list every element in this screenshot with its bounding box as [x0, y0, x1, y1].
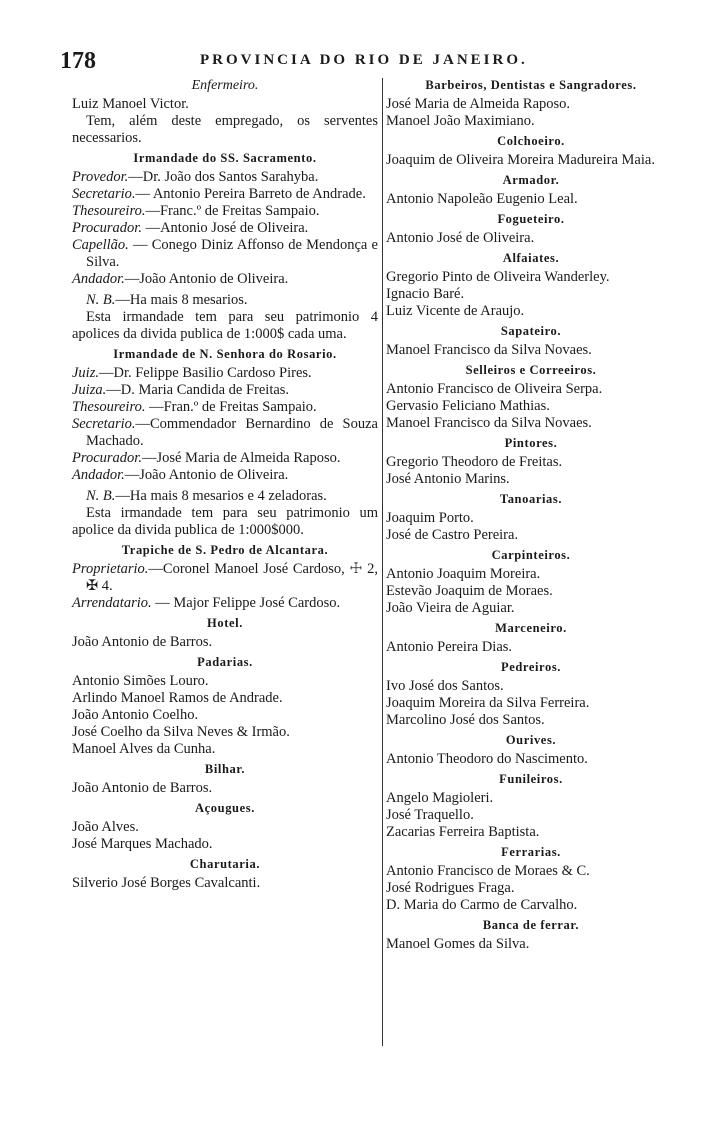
- name-line: João Antonio Coelho.: [72, 707, 199, 723]
- name-line: João Antonio de Barros.: [72, 634, 213, 650]
- entry-line: [72, 399, 378, 416]
- entry-role: Andador.: [72, 467, 125, 483]
- rosario-entries: [72, 365, 378, 484]
- sacramento-entries: [72, 169, 378, 288]
- section-heading: Açougues.: [195, 801, 255, 815]
- name-line: Joaquim de Oliveira Moreira Madureira Maia.: [386, 152, 655, 168]
- name-line: Manoel Gomes da Silva.: [386, 936, 530, 952]
- name-line: Joaquim Porto.: [386, 510, 474, 526]
- name-line: Marcolino José dos Santos.: [386, 712, 545, 728]
- section-heading: Armador.: [502, 173, 560, 187]
- entry-line: [72, 365, 378, 382]
- entry-role: Procurador.: [72, 220, 142, 236]
- section-heading: Banca de ferrar.: [482, 918, 580, 932]
- section-heading: Charutaria.: [189, 857, 261, 871]
- section-heading: Fogueteiro.: [497, 212, 565, 226]
- nb-text: —Ha mais 8 mesarios.: [115, 292, 248, 308]
- entry-text: —D. Maria Candida de Freitas.: [106, 382, 290, 398]
- entry-role: Thesoureiro.: [72, 399, 146, 415]
- name-line: Luiz Manoel Victor.: [72, 96, 189, 112]
- section-heading: Pedreiros.: [500, 660, 562, 674]
- entry-line: [72, 561, 378, 595]
- entry-text: —Dr. Felippe Basilio Cardoso Pires.: [98, 365, 312, 381]
- section-heading: Enfermeiro.: [191, 78, 259, 93]
- section-heading: Colchoeiro.: [497, 134, 565, 148]
- name-line: João Alves.: [72, 819, 139, 835]
- entry-role: Secretario.: [72, 416, 136, 432]
- entry-text: —Commendador Bernardino de Souza Machado.: [86, 416, 378, 449]
- name-line: Zacarias Ferreira Baptista.: [386, 824, 540, 840]
- section-heading: Marceneiro.: [495, 621, 567, 635]
- name-line: Joaquim Moreira da Silva Ferreira.: [386, 695, 590, 711]
- nb-line: [72, 292, 378, 309]
- page-number: 178: [60, 48, 96, 74]
- entry-text: —Dr. João dos Santos Sarahyba.: [128, 169, 319, 185]
- section-heading: Selleiros e Correeiros.: [465, 363, 597, 377]
- name-line: Gervasio Feliciano Mathias.: [386, 398, 550, 414]
- entry-text: —Antonio José de Oliveira.: [141, 220, 309, 236]
- name-line: José Rodrigues Fraga.: [386, 880, 515, 896]
- entry-text: —José Maria de Almeida Raposo.: [141, 450, 341, 466]
- name-line: Antonio Theodoro do Nascimento.: [386, 751, 588, 767]
- section-heading: Irmandade de N. Senhora do Rosario.: [113, 347, 337, 361]
- nb-line: [72, 488, 378, 505]
- name-line: Gregorio Pinto de Oliveira Wanderley.: [386, 269, 610, 285]
- entry-role: Secretario.: [72, 186, 136, 202]
- entry-text: — Conego Diniz Affonso de Mendonça e Silva.: [86, 237, 378, 270]
- entry-line: [72, 271, 378, 288]
- note-paragraph: Esta irmandade tem para seu patrimonio 4 apolices da divida publica de 1:000$ cada uma.: [72, 309, 378, 342]
- name-line: Manoel Francisco da Silva Novaes.: [386, 415, 592, 431]
- section-heading: Pintores.: [504, 436, 558, 450]
- name-line: José de Castro Pereira.: [386, 527, 519, 543]
- section-heading: Alfaiates.: [502, 251, 560, 265]
- name-line: José Traquello.: [386, 807, 474, 823]
- running-title: PROVINCIA DO RIO DE JANEIRO.: [200, 52, 528, 68]
- name-line: Antonio Francisco de Moraes & C.: [386, 863, 590, 879]
- name-line: Manoel João Maximiano.: [386, 113, 535, 129]
- entry-line: [72, 450, 378, 467]
- name-line: Antonio Napoleão Eugenio Leal.: [386, 191, 578, 207]
- name-line: Arlindo Manoel Ramos de Andrade.: [72, 690, 283, 706]
- entry-text: —Franc.º de Freitas Sampaio.: [145, 203, 320, 219]
- nb-label: N. B.: [86, 292, 116, 308]
- section-heading: Carpinteiros.: [491, 548, 571, 562]
- section-heading: Ourives.: [505, 733, 557, 747]
- name-line: João Antonio de Barros.: [72, 780, 213, 796]
- section-heading: Trapiche de S. Pedro de Alcantara.: [121, 543, 329, 557]
- entry-line: [72, 237, 378, 271]
- name-line: Manoel Alves da Cunha.: [72, 741, 216, 757]
- name-line: Ignacio Baré.: [386, 286, 465, 302]
- note-paragraph: Esta irmandade tem para seu patrimonio um apolice da divida publica de 1:000$000.: [72, 505, 378, 538]
- name-line: José Marques Machado.: [72, 836, 213, 852]
- section-heading: Irmandade do SS. Sacramento.: [133, 151, 317, 165]
- entry-text: — Antonio Pereira Barreto de Andrade.: [135, 186, 366, 202]
- entry-text: —João Antonio de Oliveira.: [124, 467, 289, 483]
- entry-line: [72, 186, 378, 203]
- name-line: José Coelho da Silva Neves & Irmão.: [72, 724, 290, 740]
- name-line: Gregorio Theodoro de Freitas.: [386, 454, 563, 470]
- entry-text: —Coronel Manoel José Cardoso, ☩ 2, ✠ 4.: [86, 561, 378, 594]
- section-heading: Tanoarias.: [499, 492, 563, 506]
- section-heading: Bilhar.: [204, 762, 246, 776]
- entry-role: Andador.: [72, 271, 125, 287]
- entry-text: — Major Felippe José Cardoso.: [151, 595, 341, 611]
- entry-role: Proprietario.: [72, 561, 149, 577]
- note-paragraph: Tem, além deste empregado, os serventes necessarios.: [72, 113, 378, 146]
- name-line: Manoel Francisco da Silva Novaes.: [386, 342, 592, 358]
- name-line: Angelo Magioleri.: [386, 790, 494, 806]
- name-line: Antonio José de Oliveira.: [386, 230, 535, 246]
- entry-line: [72, 382, 378, 399]
- section-heading: Ferrarias.: [501, 845, 561, 859]
- name-line: João Vieira de Aguiar.: [386, 600, 515, 616]
- entry-text: —Fran.º de Freitas Sampaio.: [145, 399, 317, 415]
- entry-role: Procurador.: [72, 450, 142, 466]
- entry-role: Juiz.: [72, 365, 99, 381]
- section-heading: Sapateiro.: [500, 324, 562, 338]
- entry-text: —João Antonio de Oliveira.: [124, 271, 289, 287]
- entry-role: Thesoureiro.: [72, 203, 146, 219]
- section-heading: Barbeiros, Dentistas e Sangradores.: [425, 78, 637, 92]
- section-heading: Hotel.: [207, 616, 243, 630]
- section-heading: Funileiros.: [499, 772, 563, 786]
- name-line: Estevão Joaquim de Moraes.: [386, 583, 553, 599]
- entry-role: Juiza.: [72, 382, 107, 398]
- entry-line: [72, 203, 378, 220]
- name-line: D. Maria do Carmo de Carvalho.: [386, 897, 578, 913]
- entry-line: [72, 169, 378, 186]
- column-divider: [382, 78, 383, 1046]
- entry-line: [72, 220, 378, 237]
- right-column: [386, 74, 676, 953]
- name-line: Antonio Joaquim Moreira.: [386, 566, 541, 582]
- entry-line: [72, 416, 378, 450]
- name-line: Silverio José Borges Cavalcanti.: [72, 875, 261, 891]
- section-heading: Padarias.: [197, 655, 253, 669]
- entry-role: Arrendatario.: [72, 595, 152, 611]
- name-line: Antonio Francisco de Oliveira Serpa.: [386, 381, 603, 397]
- name-line: Ivo José dos Santos.: [386, 678, 504, 694]
- entry-line: [72, 595, 378, 612]
- nb-label: N. B.: [86, 488, 116, 504]
- left-column: [72, 74, 378, 892]
- nb-text: —Ha mais 8 mesarios e 4 zeladoras.: [115, 488, 327, 504]
- name-line: José Antonio Marins.: [386, 471, 510, 487]
- name-line: Antonio Pereira Dias.: [386, 639, 513, 655]
- entry-role: Capellão.: [72, 237, 129, 253]
- entry-line: [72, 467, 378, 484]
- name-line: Luiz Vicente de Araujo.: [386, 303, 525, 319]
- name-line: José Maria de Almeida Raposo.: [386, 96, 571, 112]
- entry-role: Provedor.: [72, 169, 129, 185]
- name-line: Antonio Simões Louro.: [72, 673, 209, 689]
